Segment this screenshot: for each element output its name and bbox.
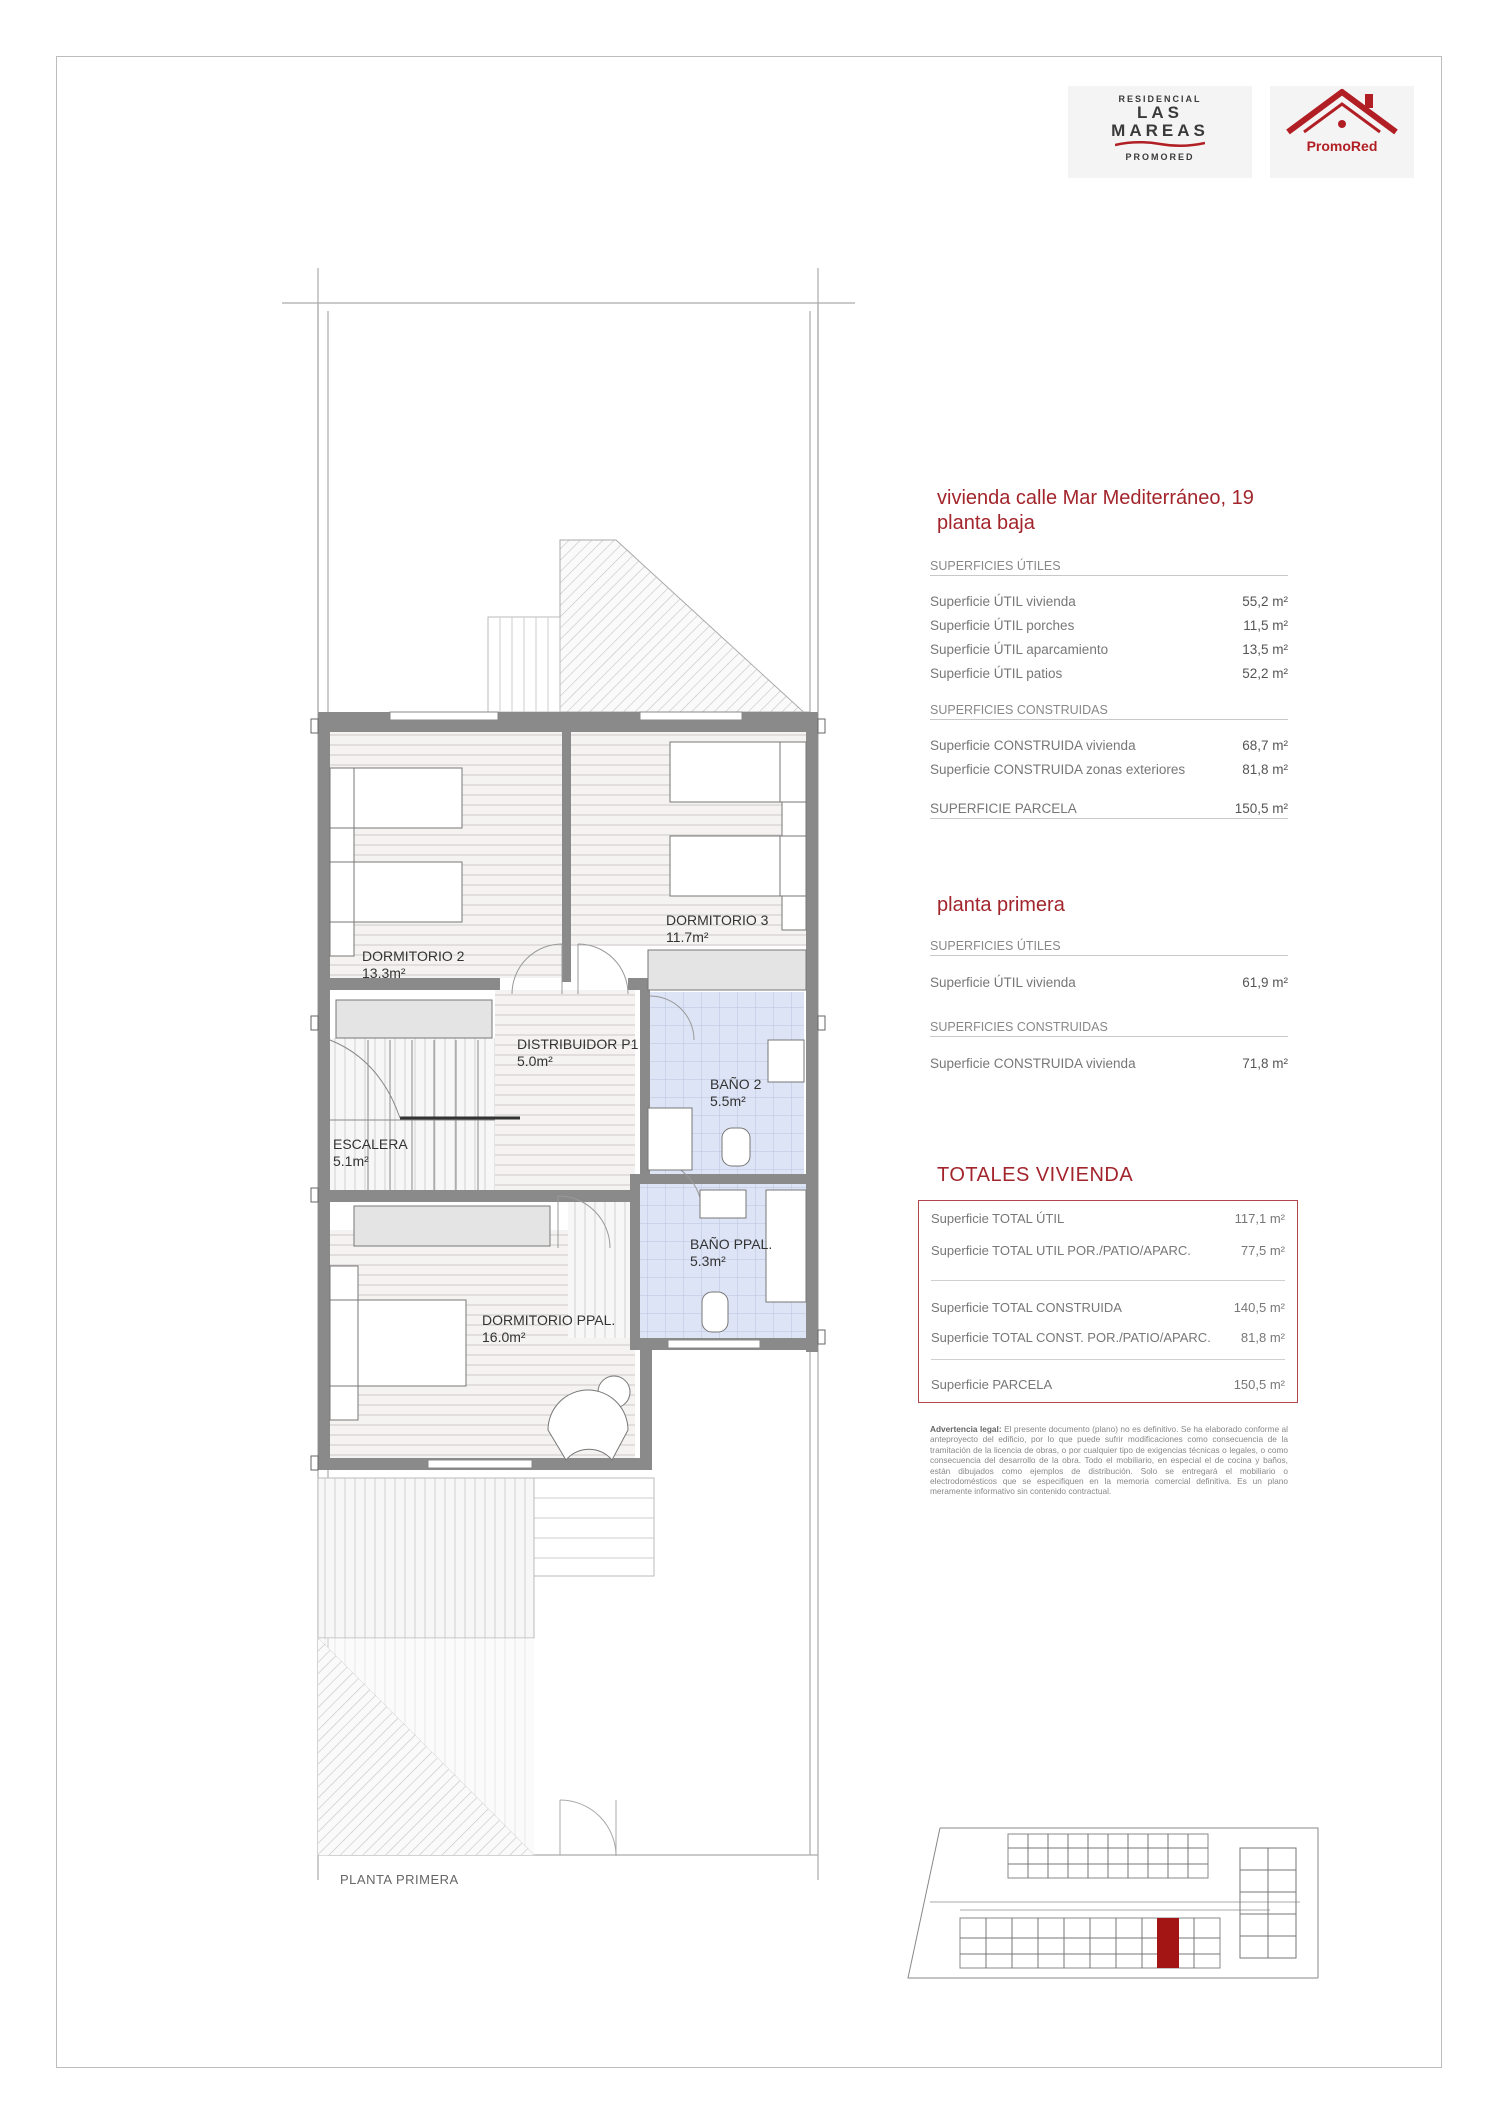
logo-line4: PROMORED	[1125, 152, 1195, 162]
total-row-const-por: Superficie TOTAL CONST. POR./PATIO/APARC. 81,8 m²	[931, 1330, 1285, 1345]
promored-text: PromoRed	[1306, 138, 1378, 154]
roof-hatch-top	[560, 540, 810, 718]
row-util-porches: Superficie ÚTIL porches 11,5 m²	[930, 618, 1288, 633]
row-construida-exteriores: Superficie CONSTRUIDA zonas exteriores 81,8 m²	[930, 762, 1288, 777]
logo-line1: RESIDENCIAL	[1118, 94, 1202, 104]
row-util-aparcamiento: Superficie ÚTIL aparcamiento 13,5 m²	[930, 642, 1288, 657]
total-row-construida: Superficie TOTAL CONSTRUIDA 140,5 m²	[931, 1300, 1285, 1315]
legal-text: El presente documento (plano) no es definitivo. Se ha elaborado conforme al anteproyecto del edificio, por lo que puede sufrir modificaciones como consecuencia de la tramitación de la licencia de obras, o por cualquier tipo de exigencias técnicas o legales, o como consecuencia del desarrollo de la obra. Todo el mobiliario, en especial el de cocina y baños, están dibujados como ejemplos de distribución. Solo se entregará el mobiliario o electrodomésticos que se especifiquen en la memoria comercial definitiva. Es un plano meramente informativo sin contenido contractual.	[930, 1424, 1288, 1497]
key-plan	[900, 1818, 1320, 1988]
room-escalera: ESCALERA 5.1m²	[333, 1136, 408, 1169]
room-bano-2: BAÑO 2 5.5m²	[710, 1076, 762, 1109]
unit-highlight	[1157, 1918, 1179, 1968]
total-row-util-por: Superficie TOTAL UTIL POR./PATIO/APARC. 77,5 m²	[931, 1243, 1285, 1258]
row-util-vivienda-primera: Superficie ÚTIL vivienda 61,9 m²	[930, 975, 1288, 990]
section-header-construidas-baja: SUPERFICIES CONSTRUIDAS	[930, 703, 1288, 720]
patio-lower	[318, 1478, 534, 1638]
room-dormitorio-ppal: DORMITORIO PPAL. 16.0m²	[482, 1312, 616, 1345]
plan-caption: PLANTA PRIMERA	[340, 1872, 459, 1887]
logo-line3: MAREAS	[1111, 121, 1209, 140]
row-util-patios: Superficie ÚTIL patios 52,2 m²	[930, 666, 1288, 681]
row-util-vivienda: Superficie ÚTIL vivienda 55,2 m²	[930, 594, 1288, 609]
title-address: vivienda calle Mar Mediterráneo, 19	[937, 487, 1254, 509]
total-row-parcela: Superficie PARCELA 150,5 m²	[931, 1377, 1285, 1392]
legal-title: Advertencia legal:	[930, 1424, 1002, 1434]
title-planta-baja: planta baja	[937, 512, 1035, 534]
row-superficie-parcela: SUPERFICIE PARCELA 150,5 m²	[930, 801, 1288, 819]
title-planta-primera: planta primera	[937, 894, 1065, 916]
room-distribuidor: DISTRIBUIDOR P1 5.0m²	[517, 1036, 639, 1069]
row-construida-vivienda-primera: Superficie CONSTRUIDA vivienda 71,8 m²	[930, 1056, 1288, 1071]
floor-distribuidor	[495, 990, 635, 1190]
total-row-util: Superficie TOTAL ÚTIL 117,1 m²	[931, 1211, 1285, 1226]
section-header-construidas-primera: SUPERFICIES CONSTRUIDAS	[930, 1020, 1288, 1037]
logo-line2: LAS	[1137, 103, 1183, 122]
porch-lower	[534, 1478, 654, 1576]
room-bano-ppal: BAÑO PPAL. 5.3m²	[690, 1236, 773, 1269]
room-dormitorio-3: DORMITORIO 3 11.7m²	[666, 912, 769, 945]
section-header-utiles-primera: SUPERFICIES ÚTILES	[930, 939, 1288, 956]
row-construida-vivienda: Superficie CONSTRUIDA vivienda 68,7 m²	[930, 738, 1288, 753]
section-header-utiles-baja: SUPERFICIES ÚTILES	[930, 559, 1288, 576]
title-totales: TOTALES VIVIENDA	[937, 1164, 1134, 1186]
room-dormitorio-2: DORMITORIO 2 13.3m²	[362, 948, 465, 981]
